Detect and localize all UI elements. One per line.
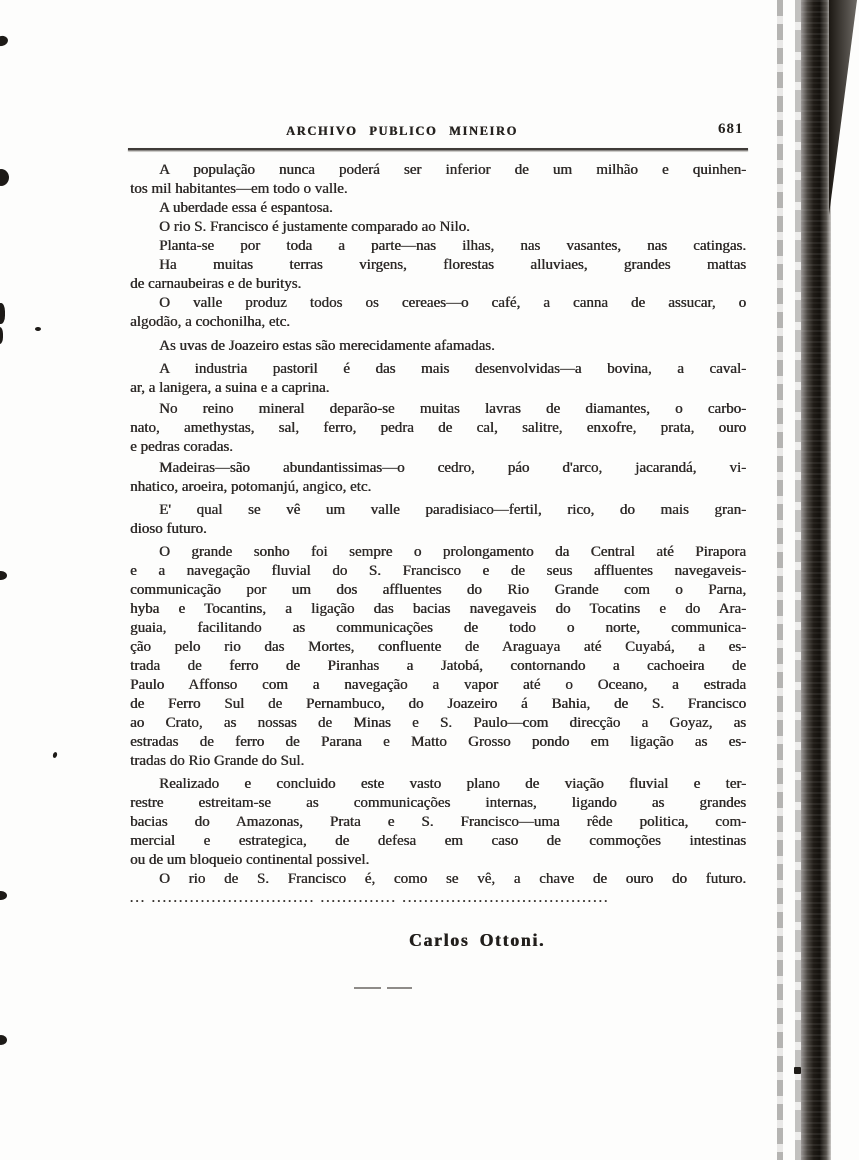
text-line: algodão, a cochonilha, etc. <box>130 314 290 330</box>
text-line: restre estreitam-se as communicações internas, ligando as grandes <box>130 795 746 811</box>
ink-blot <box>0 35 9 47</box>
text-line: nhatico, aroeira, potomanjú, angico, etc. <box>130 479 372 495</box>
text-line: A industria pastoril é das mais desenvolvidas—a bovina, a caval- <box>159 361 746 377</box>
text-line: O grande sonho foi sempre o prolongamento da Central até Pirapora <box>159 544 746 560</box>
binding-noise <box>801 0 831 1160</box>
text-line: O valle produz todos os cereaes—o café, a canna de assucar, o <box>159 295 746 311</box>
text-line: Planta-se por toda a parte—nas ilhas, nas vasantes, nas catingas. <box>159 238 746 254</box>
text-line: guaia, facilitando as communicações de todo o norte, communica- <box>130 620 746 636</box>
text-line: trada de ferro de Piranhas a Jatobá, contornando a cachoeira de <box>130 658 746 674</box>
text-line: dioso futuro. <box>130 521 207 537</box>
paragraph <box>130 400 746 457</box>
ink-blot <box>0 303 5 324</box>
ink-blot <box>794 1067 801 1074</box>
binding-streak <box>777 0 783 1160</box>
paragraph <box>130 360 746 398</box>
paragraph <box>130 161 746 199</box>
ink-blot <box>35 327 41 331</box>
paragraph <box>130 775 746 870</box>
ink-blot <box>52 752 58 759</box>
paragraph <box>130 870 746 889</box>
text-line: Paulo Affonso com a navegação a vapor até o Oceano, a estrada <box>130 677 746 693</box>
text-line: ção pelo rio das Mortes, confluente de Araguaya até Cuyabá, a es- <box>130 639 746 655</box>
header-title: ARCHIVO PUBLICO MINEIRO <box>286 124 518 138</box>
text-line: tradas do Rio Grande do Sul. <box>130 753 305 769</box>
paragraph <box>130 294 746 332</box>
header-rule <box>128 148 748 151</box>
text-line: Madeiras—são abundantissimas—o cedro, páo d'arco, jacarandá, vi- <box>159 460 746 476</box>
paragraph <box>130 543 746 771</box>
text-line: de Ferro Sul de Pernambuco, do Joazeiro á Bahia, de S. Francisco <box>130 696 746 712</box>
text-line: ao Crato, as nossas de Minas e S. Paulo—com direcção a Goyaz, as <box>130 715 746 731</box>
signature: Carlos Ottoni. <box>408 930 546 950</box>
text-line: E' qual se vê um valle paradisiaco—fertil, rico, do mais gran- <box>159 502 746 518</box>
ink-blot <box>0 327 3 344</box>
end-dash <box>354 987 381 989</box>
text-line: No reino mineral deparão-se muitas lavras de diamantes, o carbo- <box>159 401 746 417</box>
ink-blot <box>0 891 7 900</box>
text-line: ar, a lanigera, a suina e a caprina. <box>130 380 330 396</box>
text-line: A população nunca poderá ser inferior de um milhão e quinhen- <box>159 162 746 178</box>
text-line: O rio S. Francisco é justamente comparado ao Nilo. <box>159 219 470 235</box>
text-line: communicação por um dos affluentes do Rio Grande com o Parna, <box>130 582 746 598</box>
text-line: ou de um bloqueio continental possivel. <box>130 852 370 868</box>
text-line: mercial e estrategica, de defesa em caso de commoções intestinas <box>130 833 746 849</box>
text-line: tos mil habitantes—em todo o valle. <box>130 181 348 197</box>
text-line: e pedras coradas. <box>130 439 233 455</box>
text-line: Ha muitas terras virgens, florestas alluviaes, grandes mattas <box>159 257 746 273</box>
text-line: As uvas de Joazeiro estas são merecidamente afamadas. <box>159 338 495 354</box>
text-line: Realizado e concluido este vasto plano de viação fluvial e ter- <box>159 776 746 792</box>
paragraph <box>130 459 746 497</box>
paragraph <box>130 237 746 256</box>
paragraph <box>130 501 746 539</box>
text-line: e a navegação fluvial do S. Francisco e de seus affluentes navegaveis- <box>130 563 746 579</box>
text-line: A uberdade essa é espantosa. <box>159 200 333 216</box>
ink-blot <box>0 1035 7 1045</box>
text-line: nato, amethystas, sal, ferro, pedra de cal, salitre, enxofre, prata, ouro <box>130 420 746 436</box>
binding-top-flare <box>829 0 857 215</box>
paragraph <box>130 256 746 294</box>
text-line: estradas de ferro de Parana e Matto Grosso pondo em ligação as es- <box>130 734 746 750</box>
paragraph <box>130 337 746 356</box>
ink-blot <box>0 571 7 580</box>
paragraph <box>130 199 746 218</box>
dotted-separator: ... .............................. .............. ...................................... <box>130 890 610 905</box>
paragraph <box>130 218 746 237</box>
page-number: 681 <box>718 121 744 137</box>
text-line: de carnaubeiras e de buritys. <box>130 276 302 292</box>
end-dash <box>387 987 412 989</box>
body-text <box>130 161 746 889</box>
ink-blot <box>0 169 9 186</box>
text-line: bacias do Amazonas, Prata e S. Francisco—uma rêde politica, com- <box>130 814 746 830</box>
text-line: hyba e Tocantins, a ligação das bacias navegaveis do Tocatins e do Ara- <box>130 601 746 617</box>
text-line: O rio de S. Francisco é, como se vê, a chave de ouro do futuro. <box>159 871 746 887</box>
